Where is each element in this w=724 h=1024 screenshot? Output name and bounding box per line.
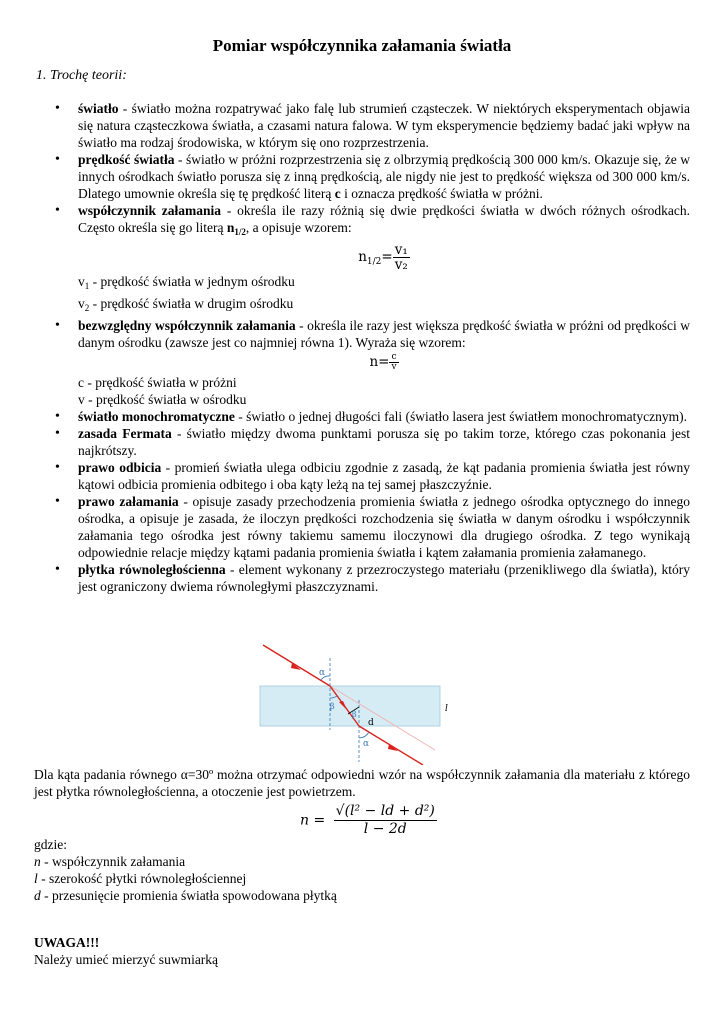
alpha-label: α	[363, 739, 370, 749]
term-label: prawo odbicia	[78, 460, 162, 475]
list-item: • płytka równoległościenna - element wykonany z przezroczystego materiału (przenikliwego dla światła), który jest ograniczony dwiema równoległymi płaszczyznami.	[78, 561, 690, 595]
relative-index-formula: $n_{1/2}=$ $\frac{\text{v₁}}{\text{v₂}}$	[358, 242, 408, 273]
term-label: płytka równoległościenna	[78, 562, 226, 577]
angle-arc	[359, 732, 369, 738]
term-label: prawo załamania	[78, 494, 179, 509]
list-item: • prędkość światła - światło w próżni rozprzestrzenia się z olbrzymią prędkością 300 000 km/s. Okazuje się, że w innych ośrodkach światło porusza się z inną prędkością, ale nigdy nie jest to prędkość większa od 300 000 km/s. Dlatego umownie określa się tę prędkość literą c i oznacza prędkość światła w próżni.	[78, 151, 690, 202]
list-item: • prawo załamania - opisuje zasady przechodzenia promienia światła z jednego ośrodka optycznego do innego ośrodka, a opisuje je zasada, że iloczyn prędkości rozchodzenia się światła w danym ośrodku i współczynnik załamania tego ośrodka jest równy takiemu samemu iloczynowi dla drugiego ośrodka. Z tego wynikają odpowiednie relacje między kątami padania promienia światła i kątem załamania promienia załamanego.	[78, 493, 690, 561]
warning-note: UWAGA!!! Należy umieć mierzyć suwmiarką	[34, 935, 219, 967]
beta-label: β	[330, 702, 335, 711]
page-title: Pomiar współczynnika załamania światła	[212, 36, 512, 55]
definition-note: c - prędkość światła w próżni	[78, 375, 237, 390]
index-formula: n = $\frac{\text{√(l² − ld + d²)}}{l - 2d}$	[300, 803, 435, 837]
glass-plate	[260, 686, 440, 726]
arrow-head	[291, 663, 301, 670]
list-item: • światło - światło można rozpatrywać jako falę lub strumień cząsteczek. W niektórych eksperymentach objawia się natura cząsteczkowa światła, a czasami natura falowa. W tym eksperymencie będziemy badać jaki wpływ na światło ma rodzaj środowiska, w którym się ono rozprzestrzenia.	[78, 100, 690, 151]
term-label: prędkość światła	[78, 152, 175, 167]
list-item: • bezwzględny współczynnik załamania - określa ile razy jest większa prędkość światła w próżni od prędkości w danym ośrodku (zawsze jest co najmniej równa 1). Wyraża się wzorem: n= $\frac{c}{v}$ c - prędkość światła w próżni v - prędkość światła w ośrodku	[78, 317, 690, 408]
definition-note: v - prędkość światła w ośrodku	[78, 392, 247, 407]
absolute-index-formula: n= $\frac{c}{v}$	[369, 352, 397, 372]
list-item: • prawo odbicia - promień światła ulega odbiciu zgodnie z zasadą, że kąt padania promienia światła jest równy kątowi odbicia promienia odbitego i oba kąty leżą na tej samej płaszczyźnie.	[78, 459, 690, 493]
beta-label: β	[352, 710, 357, 719]
alpha-label: α	[319, 668, 326, 678]
term-label: światło	[78, 101, 119, 116]
arrow-head	[388, 744, 398, 751]
list-item: • współczynnik załamania - określa ile razy różnią się dwie prędkości światła w dwóch różnych ośrodkach. Często określa się go literą $n_{1/2}$, a opisuje wzorem: $n_{1/2}=$ $\frac{\text{v₁}}{\text{v₂}}$ $v_1$ - prędkość światła w jednym ośrodku $v_2$ - prędkość światła w drugim ośrodku	[78, 202, 690, 317]
definitions-list	[78, 100, 690, 595]
d-label: d	[368, 718, 374, 728]
refraction-diagram	[255, 640, 465, 765]
legend: gdzie: n - współczynnik załamania l - szerokość płytki równoległościennej d - przesunięcie promienia światła spowodowana płytką	[34, 837, 337, 903]
definition-note: $v_2$ - prędkość światła w drugim ośrodku	[78, 296, 294, 313]
list-item: • światło monochromatyczne - światło o jednej długości fali (światło lasera jest światłem monochromatycznym).	[78, 408, 690, 425]
term-label: światło monochromatyczne	[78, 409, 235, 424]
term-label: zasada Fermata	[78, 426, 172, 441]
term-label: bezwzględny współczynnik załamania	[78, 318, 296, 333]
definition-note: $v_1$ - prędkość światła w jednym ośrodku	[78, 274, 295, 291]
incident-ray	[263, 645, 330, 686]
list-item: • zasada Fermata - światło między dwoma punktami porusza się po takim torze, którego czas pokonania jest najkrótszy.	[78, 425, 690, 459]
section-heading: 1. Trochę teorii:	[36, 68, 127, 83]
l-label: l	[445, 704, 448, 714]
paragraph: Dla kąta padania równego α=30º można otrzymać odpowiedni wzór na współczynnik załamania dla materiału z którego jest płytka równoległościenna, a otoczenie jest powietrzem.	[34, 767, 690, 799]
term-label: współczynnik załamania	[78, 203, 222, 218]
